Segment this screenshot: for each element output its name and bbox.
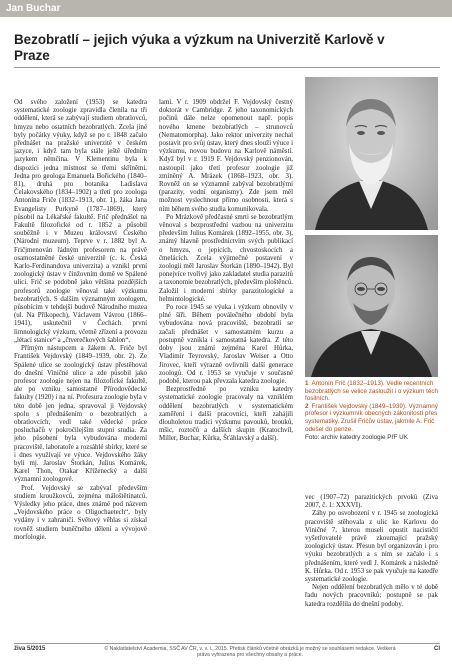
paragraph: Prof. Vejdovský se zabýval především studiem kroužkovců, zejména máloštětinatců. Výsledky jeho práce, dnes známé pod názvem „Vejdovského práce o Oligochaetech“, byly vydány i v zahraničí. Světový věhlas si získal rovněž studiem buněčného dělení a vývojové morfologie. bbox=[14, 484, 147, 541]
text-column-3 bbox=[305, 494, 438, 638]
photo-captions bbox=[305, 380, 438, 442]
text-column-1 bbox=[14, 99, 147, 636]
paragraph: Po roce 1945 se výuka i výzkum obnovily v plné šíři. Během poválečného období byla vybudována nová pracoviště, bezobratlí se začali přednášet v samostatném kurzu a postupně vznikla i samostatná katedra. Z této doby jsou známí zejména Karel Hůrka, Vladimír Teyrovský, Jaroslav Weiser a Otto Jírovec, kteří výrazně ovlivnili další generace zoologů. Od r. 1953 se vyučuje v současné podobě, kterou pak převzala katedra zoologie. bbox=[159, 304, 293, 385]
footer-issue: živa 5/2015 bbox=[14, 646, 46, 652]
author-header-bar bbox=[0, 0, 452, 17]
footer-divider bbox=[14, 643, 440, 644]
paragraph: Nejen oddělení bezobratlých mělo v té době řadu nových pracovníků; postupně se pak katedra rozdělila do dnešní podoby. bbox=[305, 584, 438, 608]
paragraph: Od svého založení (1953) se katedra systematické zoologie zpravidla členila na tři oddělení, která se zabývají studiem obratlovců, hmyzu nebo ostatních bezobratlých. Zcela jiné byly počátky výuky, když se po r. 1848 začalo přednášet na pražské univerzitě v českém jazyce, i když tam byla stále ještě úředním jazykem němčina. V Klementinu byla k dispozici jedna místnost se třemi skříněmi. Jedna pro geologa Emanuela Bořického (1840–81), druhá pro botanika Ladislava Čelakovského (1834–1902) a třetí pro zoologa Antonína Friče (1832–1913, obr. 1), žáka Jana Evangelisty Purkyně (1787–1869), který působil na Lékařské fakultě. Frič přednášel na Fakultě filozofické od r. 1852 a působil souběžně i v Muzeu království Českého (Národní muzeum). Teprve v r. 1882 byl A. Fričjmenován řádným profesorem na právě osamostatněné české univerzitě (c. k. Česká Karlo-Ferdinandova univerzita) a vznikl první zoologický ústav v činžovním domě ve Spálené ulici. Frič se podobně jako většina pozdějších profesorů zoologie věnoval také výzkumu bezobratlých. S dalším významným zoologem, působícím v tehdejší budově Národního muzea (ul. Na Příkopech), Václavem Vávrou (1866–1941), uskutečnil v Čechách první limnologický výzkum, včetně zřízení a provozu „létací stanice“ a „čtverečkových šablon“. bbox=[14, 99, 147, 344]
article-title: Bezobratlí – jejich výuka a výzkum na Univerzitě Karlově v Praze bbox=[14, 32, 385, 63]
author-name: Jan Buchar bbox=[6, 3, 61, 14]
portrait-photo-vejdovsky bbox=[305, 235, 438, 377]
paragraph: Záhy po osvobození v r. 1945 se zoologická pracoviště stěhovala z ulic ke Karlovu do Viničné 7, kterou museli opustit nacističtí vyšetřovatelé právě zkoumající pražský zoologický ústav. Přesun byl organizován i pro výuku bezobratlých a s ním se začalo i s přednášením, které vedl J. Komárek a následně K. Hůrka. Od r. 1953 se pak vyučuje na katedře systematické zoologie. bbox=[305, 510, 438, 584]
caption-item bbox=[305, 403, 438, 433]
caption-number: 2 bbox=[305, 402, 309, 410]
paragraph: Přímým nástupcem a žákem A. Friče byl František Vejdovský (1849–1939, obr. 2). Ze Spálené ulice se zoologický ústav přestěhoval do dnešní Viničné ulice a zde působil jako profesor zoologie nejen na filozofické fakultě, ale po vzniku samostatné Přírodovědecké fakulty (1920) i na ní. Profesura zoologie byla v této době jen jedna, spravoval ji Vejdovský spolu s přednášením o bezobratlých a obratlovcích, vedl také vědecké práce posluchačů v pokročilejším stupni studia. Za jeho působení byla vybudována moderní pracoviště, laboratoře a rozsáhlé sbírky, které se i dnes využívají ve výuce. Vejdovského žáky byli mj. Jaroslav Štorkán, Julius Komárek, Karel Thon, Otakar Kříženecký a další významní zoologové. bbox=[14, 345, 147, 484]
caption-number: 1 bbox=[305, 380, 309, 387]
caption-text: Antonín Frič (1832–1913). Vedle recentních bezobratlých se velice zasloužil i o výzkum těch fosilních. bbox=[305, 380, 438, 403]
title-divider bbox=[14, 67, 440, 68]
footer-page-number: CI bbox=[434, 646, 440, 652]
caption-item bbox=[305, 380, 438, 403]
footer-copyright: © Nakladatelství Academia, SSČ AV ČR, v. v. i., 2015. Přetisk článků včetně obrázků je možný se souhlasem redakce. Veškerá práva vyhrazena pro všechny obsahy a práce. bbox=[104, 646, 396, 658]
paragraph: vec (1907–72) parazitických prvoků (Živa 2007, č. 1: XXXVI). bbox=[305, 494, 438, 510]
portrait-photo-fric bbox=[305, 77, 438, 230]
portrait-illustration bbox=[305, 77, 438, 230]
text-column-2 bbox=[159, 99, 293, 636]
paragraph: lami. V r. 1909 obdržel F. Vejdovský čestný doktorát v Cambridge. Z jeho taxonomických počinů dále nelze opomenout např. popis nového kmene bezobratlých – strunovců (Nematomorpha). Jako rektor univerzity nechal postavit pro svůj ústav, který dnes slouží výuce i výzkumu, novou budovu na Karlově náměstí. Když byl v r. 1919 F. Vejdovský penzionován, nastoupil jako třetí profesor zoologie již zmíněný A. Mrázek (1868–1923, obr. 3). Rovněž on se významně zabýval bezobratlými (parazity, vodní organismy). Zde jsem měl možnost vyslechnout přímo osobnosti, která s ním během svého studia komunikovala. bbox=[159, 99, 293, 213]
paragraph: Po Mrázkově předčasné smrti se bezobratlým věnoval s bezprostřední vazbou na univerzitu především Julius Komárek (1892–1955, obr. 3), známý hlavně prostřednictvím svých publikací o hmyzu, o jepicích, chvostoskocích a čmelácích. Zcela výjimečné postavení v zoologii měl Jaroslav Štorkán (1890–1942). Byl ponejvíce tvořivý jako zakladatel studia parazitů a taxonomie bezobratlých, především ploštěnců. Založil i moderní sbírky parazitologické a helmintologické. bbox=[159, 213, 293, 303]
caption-text: František Vejdovský (1849–1939). Významný profesor i výzkumník obecných zákonitostí přes systematiky. Zrušil Fričův ústav, jakmile A. Frič odešel do penze. bbox=[305, 402, 438, 433]
paragraph: Bezprostředně po vzniku katedry systematické zoologie pracovaly na vzniklém oddělení bezobratlých v systematickém zaměření i další pracovníci, kteří zahájili dlouholetou tradici výzkumu pavouků, brouků, mšic, roztočů a dalších skupin (Kratochvíl, Miller, Buchar, Kůrka, Šťáhlavský a další). bbox=[159, 386, 293, 443]
photo-credit: Foto: archiv katedry zoologie PřF UK bbox=[305, 434, 408, 442]
portrait-illustration bbox=[305, 235, 438, 377]
